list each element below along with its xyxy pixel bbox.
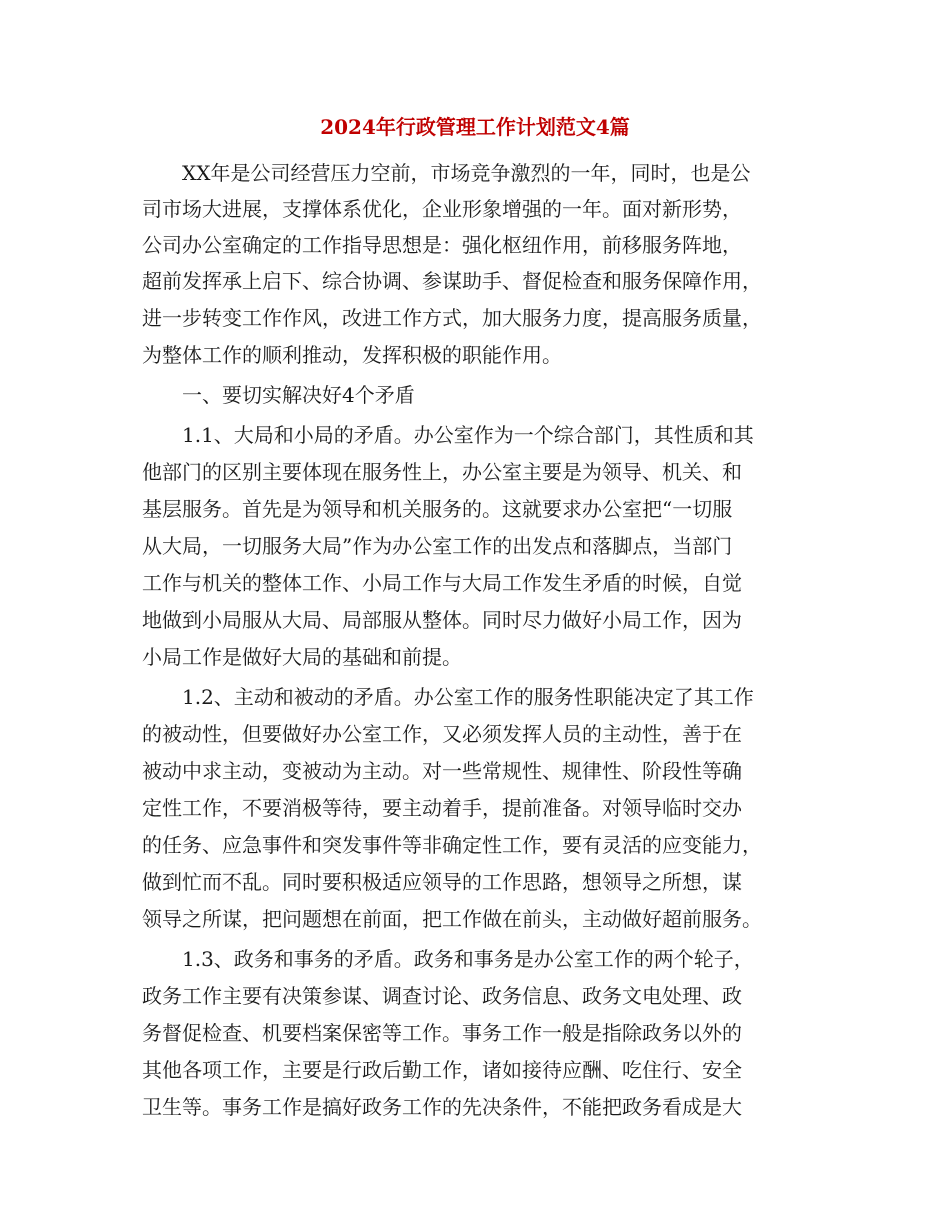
paragraph-line: 的被动性，但要做好办公室工作，又必须发挥人员的主动性，善于在: [142, 722, 742, 746]
paragraph-line: XX年是公司经营压力空前，市场竞争激烈的一年，同时，也是公: [182, 161, 751, 185]
paragraph-line: 政务工作主要有决策参谋、调查讨论、政务信息、政务文电处理、政: [142, 984, 742, 1008]
paragraph-line: 1.1、大局和小局的矛盾。办公室作为一个综合部门，其性质和其: [182, 423, 754, 447]
paragraph-line: 工作与机关的整体工作、小局工作与大局工作发生矛盾的时候，自觉: [142, 571, 742, 595]
paragraph-line: 司市场大进展，支撑体系优化，企业形象增强的一年。面对新形势，: [142, 197, 742, 221]
paragraph-line: 卫生等。事务工作是搞好政务工作的先决条件，不能把政务看成是大: [142, 1095, 742, 1119]
paragraph-line: 从大局，一切服务大局”作为办公室工作的出发点和落脚点，当部门: [142, 534, 733, 558]
document-title: 2024年行政管理工作计划范文4篇: [320, 115, 630, 139]
paragraph-line: 做到忙而不乱。同时要积极适应领导的工作思路，想领导之所想，谋: [142, 870, 742, 894]
paragraph-line: 务督促检查、机要档案保密等工作。事务工作一般是指除政务以外的: [142, 1021, 742, 1045]
paragraph-line: 领导之所谋，把问题想在前面，把工作做在前头，主动做好超前服务。: [142, 907, 762, 931]
paragraph-line: 其他各项工作，主要是行政后勤工作，诸如接待应酬、吃住行、安全: [142, 1058, 742, 1082]
paragraph-line: 进一步转变工作作风，改进工作方式，加大服务力度，提高服务质量，: [142, 306, 762, 330]
paragraph-line: 被动中求主动，变被动为主动。对一些常规性、规律性、阶段性等确: [142, 759, 742, 783]
section-heading: 一、要切实解决好4个矛盾: [182, 383, 415, 407]
paragraph-line: 小局工作是做好大局的基础和前提。: [142, 645, 462, 669]
paragraph-line: 基层服务。首先是为领导和机关服务的。这就要求办公室把“一切服: [142, 497, 733, 521]
paragraph-line: 1.3、政务和事务的矛盾。政务和事务是办公室工作的两个轮子，: [182, 947, 754, 971]
paragraph-line: 他部门的区别主要体现在服务性上，办公室主要是为领导、机关、和: [142, 460, 742, 484]
paragraph-line: 的任务、应急事件和突发事件等非确定性工作，要有灵活的应变能力，: [142, 833, 762, 857]
paragraph-line: 地做到小局服从大局、局部服从整体。同时尽力做好小局工作，因为: [142, 608, 742, 632]
paragraph-line: 超前发挥承上启下、综合协调、参谋助手、督促检查和服务保障作用，: [142, 269, 762, 293]
paragraph-line: 公司办公室确定的工作指导思想是：强化枢纽作用，前移服务阵地，: [142, 233, 742, 257]
paragraph-line: 1.2、主动和被动的矛盾。办公室工作的服务性职能决定了其工作: [182, 685, 754, 709]
paragraph-line: 定性工作，不要消极等待，要主动着手，提前准备。对领导临时交办: [142, 796, 742, 820]
paragraph-line: 为整体工作的顺利推动，发挥积极的职能作用。: [142, 343, 562, 367]
